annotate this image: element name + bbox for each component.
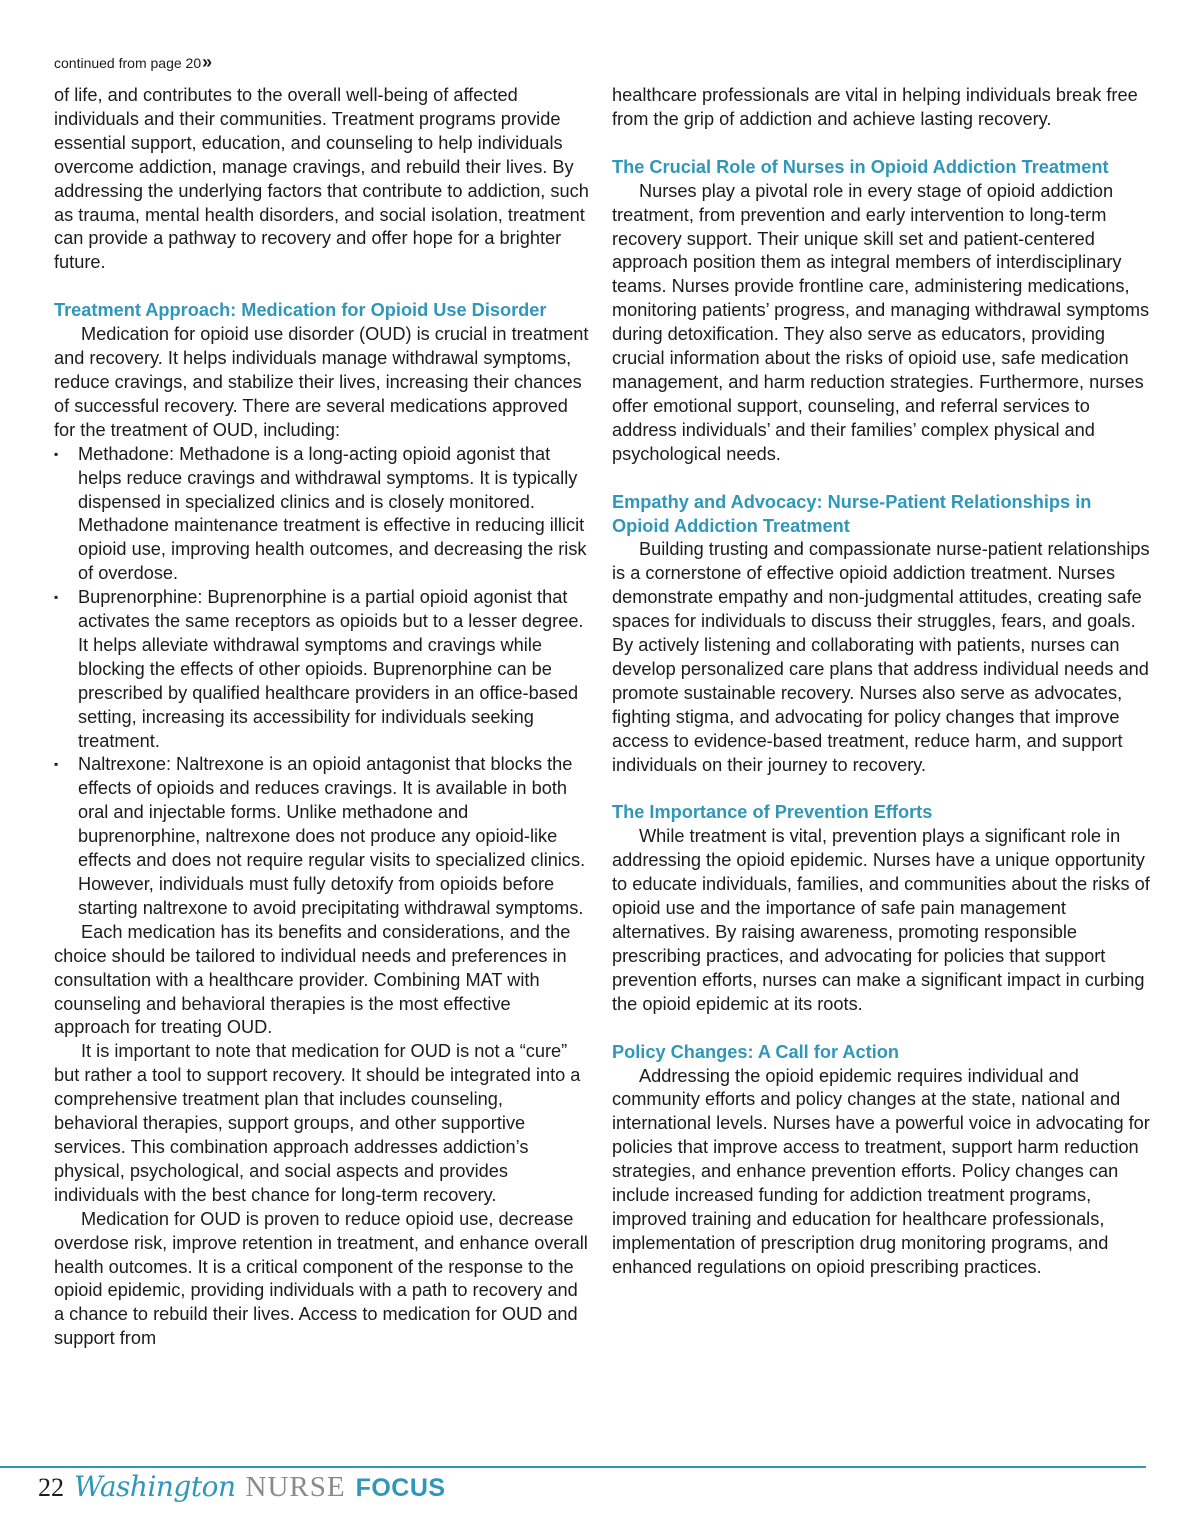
page-footer	[38, 1470, 446, 1510]
right-paragraph-4: While treatment is vital, prevention plays a significant role in addressing the opioid epidemic. Nurses have a unique opportunity to educate individuals, families, and communities about the risks of opioid use and the importance of safe pain management alternatives. By raising awareness, promoting responsible prescribing practices, and advocating for policies that support prevention efforts, nurses can make a significant impact in curbing the opioid epidemic at its roots.	[612, 826, 1150, 1014]
left-paragraph-4: It is important to note that medication for OUD is not a “cure” but rather a tool to support recovery. It should be integrated into a comprehensive treatment plan that includes counseling, behavioral therapies, support groups, and other supportive services. This combination approach addresses addiction’s physical, psychological, and social aspects and provides individuals with the best chance for long-term recovery.	[54, 1041, 581, 1205]
continued-text: continued from page 20	[54, 55, 202, 71]
right-paragraph-3: Building trusting and compassionate nurse-patient relationships is a cornerstone of effective opioid addiction treatment. Nurses demonstrate empathy and non-judgmental attitudes, creating safe spaces for individuals to discuss their struggles, fears, and goals. By actively listening and collaborating with patients, nurses can develop personalized care plans that address individual needs and promote sustainable recovery. Nurses also serve as advocates, fighting stigma, and advocating for policy changes that improve access to evidence-based treatment, reduce harm, and support individuals on their journey to recovery.	[612, 539, 1150, 775]
left-paragraph-5: Medication for OUD is proven to reduce opioid use, decrease overdose risk, improve retention in treatment, and enhance overall health outcomes. It is a critical component of the response to the opioid epidemic, providing individuals with a path to recovery and a chance to rebuild their lives. Access to medication for OUD and support from	[54, 1208, 588, 1349]
heading-role-of-nurses: The Crucial Role of Nurses in Opioid Addiction Treatment	[612, 156, 1109, 177]
left-paragraph-2: Medication for opioid use disorder (OUD) is crucial in treatment and recovery. It helps individuals manage withdrawal symptoms, reduce cravings, and stabilize their lives, increasing their chances of successful recovery. There are several medications approved for the treatment of OUD, including:	[54, 324, 589, 440]
list-item-methadone: ▪ Methadone: Methadone is a long-acting opioid agonist that helps reduce cravings and withdrawal symptoms. It is typically dispensed in specialized clinics and is closely monitored. Methadone maintenance treatment is effective in reducing illicit opioid use, improving health outcomes, and decreasing the risk of overdose.	[54, 443, 590, 586]
heading-medication-oud: Treatment Approach: Medication for Opioid Use Disorder	[54, 300, 547, 321]
list-item-naltrexone: ▪ Naltrexone: Naltrexone is an opioid antagonist that blocks the effects of opioids and reduces cravings. It is available in both oral and injectable forms. Unlike methadone and buprenorphine, naltrexone does not produce any opioid-like effects and does not require regular visits to specialized clinics. However, individuals must fully detoxify from opioids before starting naltrexone to avoid precipitating withdrawal symptoms.	[54, 753, 590, 920]
page-number: 22	[38, 1473, 64, 1502]
left-column	[54, 84, 590, 1351]
footer-divider	[0, 1466, 1146, 1468]
right-paragraph-1: healthcare professionals are vital in helping individuals break free from the grip of addiction and achieve lasting recovery.	[612, 85, 1138, 129]
heading-policy-changes: Policy Changes: A Call for Action	[612, 1041, 899, 1062]
right-paragraph-2: Nurses play a pivotal role in every stage of opioid addiction treatment, from prevention and early intervention to long-term recovery support. Their unique skill set and patient-centered approach position them as integral members of interdisciplinary teams. Nurses provide frontline care, administering medications, monitoring patients’ progress, and managing withdrawal symptoms during detoxification. They also serve as educators, providing crucial information about the risks of opioid use, safe medication management, and harm reduction strategies. Furthermore, nurses offer emotional support, counseling, and referral services to address individuals’ and their families’ complex physical and psychological needs.	[612, 180, 1150, 464]
brand-script-text: Washington	[74, 1470, 236, 1503]
list-item-buprenorphine: ▪ Buprenorphine: Buprenorphine is a partial opioid agonist that activates the same receptors as opioids but to a lesser degree. It helps alleviate withdrawal symptoms and cravings while blocking the effects of other opioids. Buprenorphine can be prescribed by qualified healthcare providers in an office-based setting, increasing its accessibility for individuals seeking treatment.	[54, 586, 590, 753]
brand-nurse-text: NURSE	[245, 1471, 346, 1503]
heading-prevention-efforts: The Importance of Prevention Efforts	[612, 802, 933, 823]
right-paragraph-5: Addressing the opioid epidemic requires individual and community efforts and policy changes at the state, national and international levels. Nurses have a powerful voice in advocating for policies that improve access to treatment, support harm reduction strategies, and enhance prevention efforts. Policy changes can include increased funding for addiction treatment programs, improved training and education for healthcare professionals, implementation of prescription drug monitoring programs, and enhanced regulations on opioid prescribing practices.	[612, 1065, 1150, 1277]
continued-note	[54, 52, 212, 73]
brand-focus-text: FOCUS	[355, 1474, 446, 1502]
heading-empathy-advocacy: Empathy and Advocacy: Nurse-Patient Relationships in Opioid Addiction Treatment	[612, 491, 1092, 536]
right-column	[612, 84, 1150, 1280]
double-chevron-right-icon: »	[202, 52, 213, 72]
left-paragraph-1: of life, and contributes to the overall well-being of affected individuals and their communities. Treatment programs provide essential support, education, and counseling to help individuals overcome addiction, manage cravings, and rebuild their lives. By addressing the underlying factors that contribute to addiction, such as trauma, mental health disorders, and social isolation, treatment can provide a pathway to recovery and offer hope for a brighter future.	[54, 85, 589, 273]
left-paragraph-3: Each medication has its benefits and considerations, and the choice should be tailored to individual needs and preferences in consultation with a healthcare provider. Combining MAT with counseling and behavioral therapies is the most effective approach for treating OUD.	[54, 921, 571, 1038]
medication-list	[54, 443, 590, 921]
